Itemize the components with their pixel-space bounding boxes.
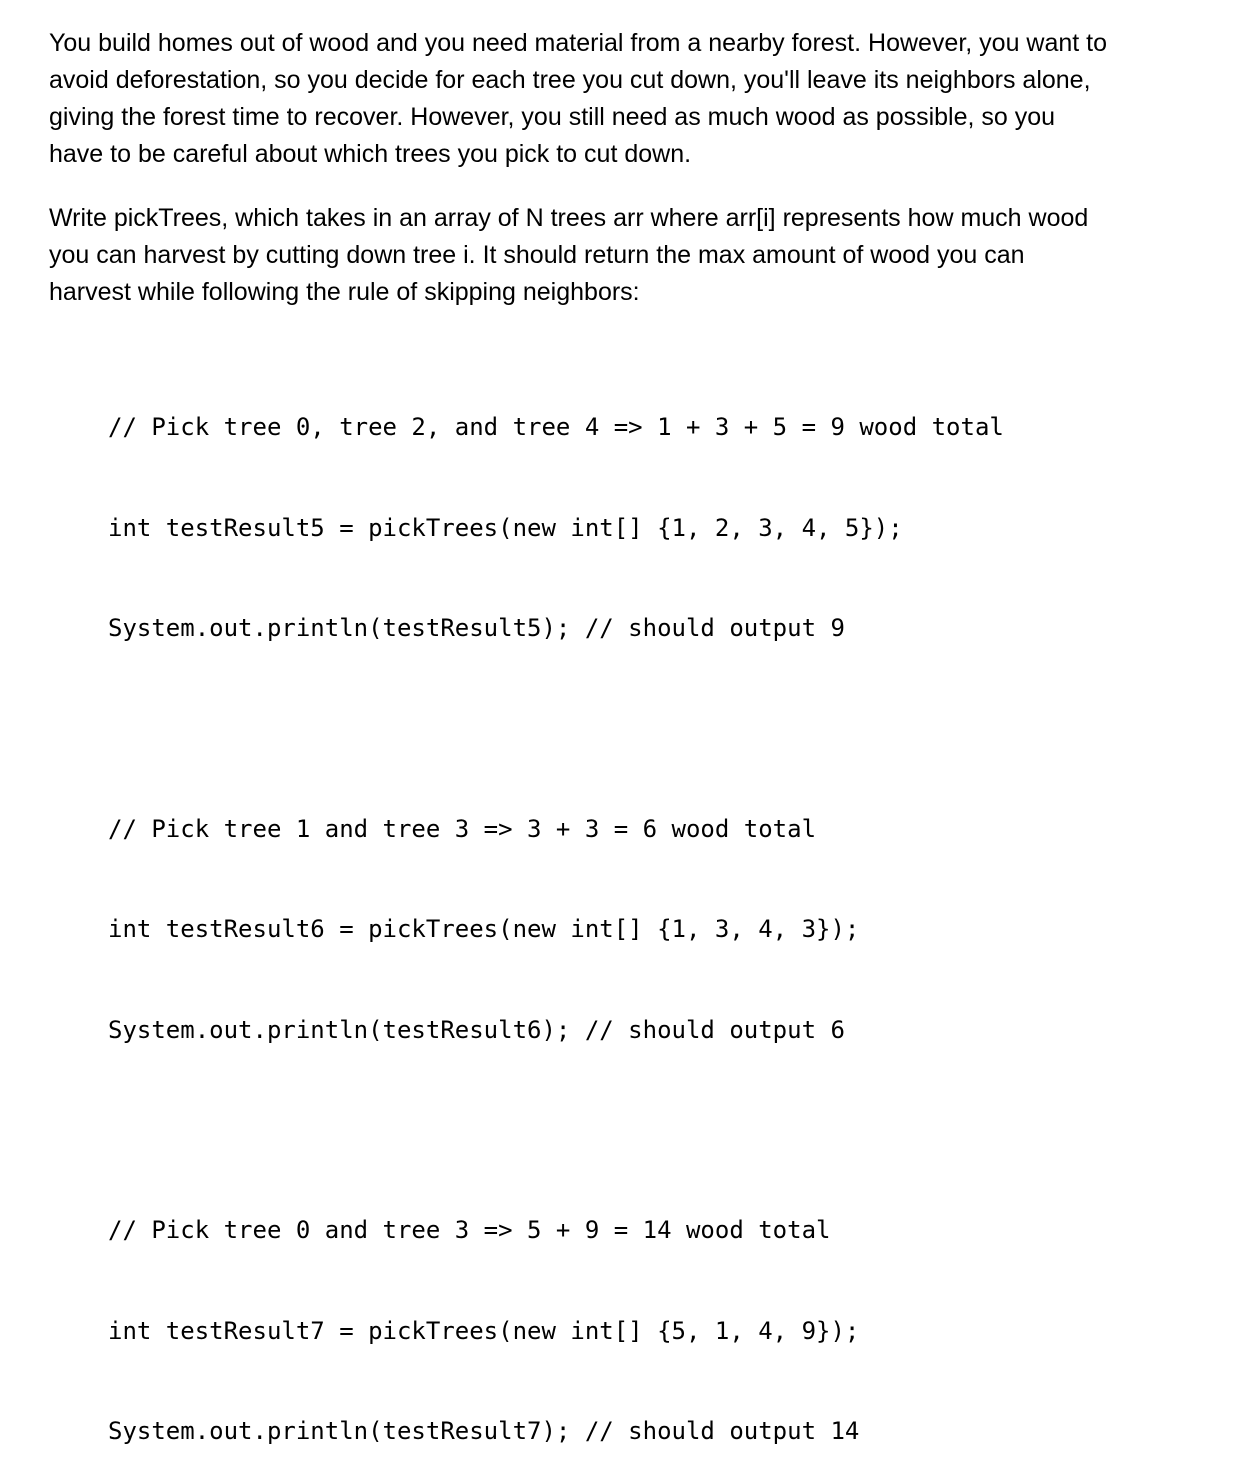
paragraph-line: You build homes out of wood and you need material from a nearby forest. However, you want to [49,29,1108,57]
code-comment-line: // Pick tree 0 and tree 3 => 5 + 9 = 14 wood total [108,1216,831,1244]
code-example-2 [49,746,1239,1115]
code-print-line: System.out.println(testResult5); // should output 9 [108,614,845,642]
task-paragraph [49,200,1239,311]
paragraph-line: giving the forest time to recover. However, you still need as much wood as possible, so you [49,103,1056,131]
paragraph-line: you can harvest by cutting down tree i. It should return the max amount of wood you can [49,241,1025,269]
code-print-line: System.out.println(testResult6); // should output 6 [108,1015,845,1044]
code-example-3 [49,1147,1239,1480]
paragraph-line: avoid deforestation, so you decide for each tree you cut down, you'll leave its neighbors alone, [49,66,1091,94]
problem-document [49,25,1239,1480]
code-comment-line: // Pick tree 0, tree 2, and tree 4 => 1 + 3 + 5 = 9 wood total [108,413,1004,441]
code-print-line: System.out.println(testResult7); // should output 14 [108,1417,860,1445]
paragraph-line: harvest while following the rule of skipping neighbors: [49,278,640,306]
paragraph-line: have to be careful about which trees you pick to cut down. [49,140,692,168]
intro-paragraph [49,25,1239,173]
code-example-1 [49,344,1239,713]
code-statement-line: int testResult5 = pickTrees(new int[] {1, 2, 3, 4, 5}); [108,513,903,542]
code-statement-line: int testResult6 = pickTrees(new int[] {1, 3, 4, 3}); [108,915,860,943]
code-statement-line: int testResult7 = pickTrees(new int[] {5, 1, 4, 9}); [108,1316,860,1345]
paragraph-line: Write pickTrees, which takes in an array of N trees arr where arr[i] represents how much wood [49,204,1089,232]
code-comment-line: // Pick tree 1 and tree 3 => 3 + 3 = 6 wood total [108,814,817,843]
